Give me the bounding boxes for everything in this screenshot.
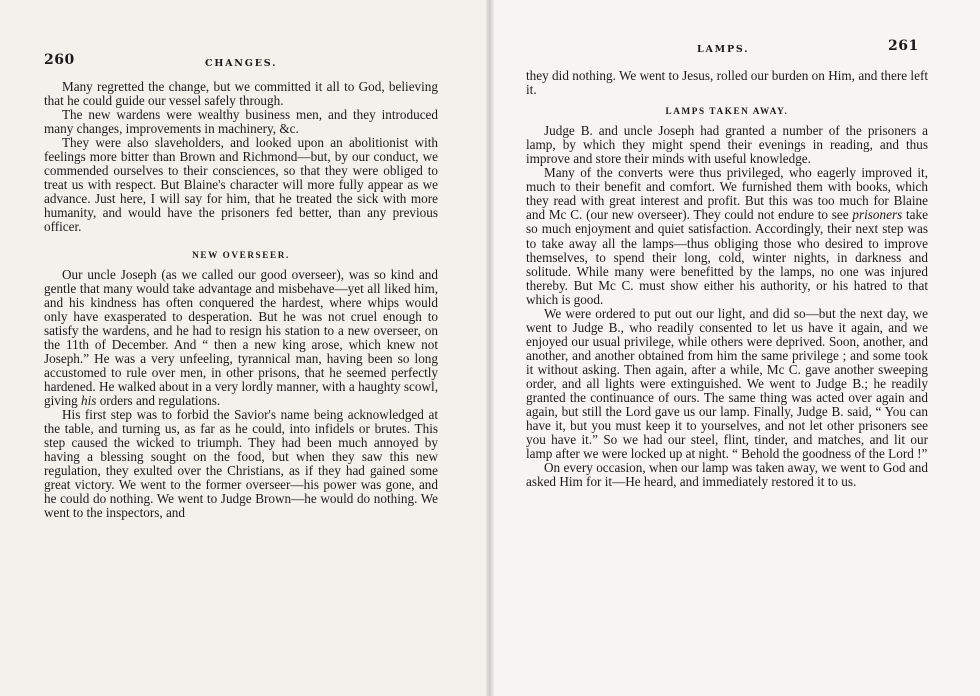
paragraph: They were also slaveholders, and looked upon an abolitionist with feelings more bitter than Brown and Richmond—but, by our conduct, we commended ourselves to their consciences, so that they were obliged to treat us with respect. But Blaine's character will more fully appear as we advance. Just here, I will say for him, that he treated the sick with more humanity, and would have the prisoners fed better, than any previous officer.	[44, 135, 438, 235]
text-column	[526, 69, 928, 489]
page-number: 260	[44, 52, 75, 68]
paragraph: Many of the converts were thus privileged, who eagerly improved it, much to their benefit and comfort. We furnished them with books, which they read with great interest and profit. But this was too much for Blaine and Mc C. (our new overseer). They could not endure to see prisoners take so much enjoyment and quiet satisfaction. Accordingly, their next step was to take away all the lamps—thus obliging those who desired to improve themselves, to spend their long, cold, winter nights, in darkness and solitude. While many were benefitted by the lamps, no one was injured thereby. But Mc C. must show either his authority, or his hatred to that which is good.	[526, 165, 928, 307]
paragraph: On every occasion, when our lamp was taken away, we went to God and asked Him for it—He heard, and immediately restored it to us.	[526, 460, 928, 490]
paragraph: Many regretted the change, but we committed it all to God, believing that he could guide our vessel safely through.	[44, 79, 438, 109]
paragraph: The new wardens were wealthy business men, and they introduced many changes, improvements in machinery, &c.	[44, 107, 438, 137]
paragraph: Our uncle Joseph (as we called our good overseer), was so kind and gentle that many would take advantage and misbehave—yet all liked him, and his kindness has often conquered the hardest, where whips would only have exasperated to desperation. But he was not cruel enough to satisfy the wardens, and he had to resign his station to a new overseer, on the 11th of December. And “ then a new king arose, which knew not Joseph.” He was a very unfeeling, tyrannical man, having been so long accustomed to rule over men, in other prisons, that he seemed perfectly hardened. He walked about in a very lordly manner, with a haughty scowl, giving his orders and regulations.	[44, 266, 438, 408]
paragraph: they did nothing. We went to Jesus, rolled our burden on Him, and there left it.	[526, 68, 928, 98]
emphasis: his	[81, 392, 97, 408]
paragraph: His first step was to forbid the Savior's name being acknowledged at the table, and turning us, as far as he could, into infidels or brutes. This step caused the wicked to triumph. They had been much annoyed by having a blessing sought on the food, but when they saw this new regulation, they exulted over the Christians, as if they had gained some great victory. We went to the former overseer—his power was gone, and he could do nothing. We went to Judge Brown—he would do nothing. We went to the inspectors, and	[44, 407, 438, 521]
page-number: 261	[888, 38, 919, 54]
paragraph: Judge B. and uncle Joseph had granted a number of the prisoners a lamp, by which they might spend their evenings in reading, and thus improve and store their minds with useful knowledge.	[526, 123, 928, 167]
text-column	[44, 80, 438, 520]
paragraph: We were ordered to put out our light, and did so—but the next day, we went to Judge B., who readily consented to let us have it again, and we enjoyed our usual privilege, while others were deprived. Soon, another, and another, and another obtained from him the same privilege ; and some took it without asking. Then again, after a while, Mc C. gave another sweeping order, and all lights were extinguished. We went to Judge B.; he readily granted the continuance of ours. The same thing was acted over again and again, but still the Lord gave us our lamp. Finally, Judge B. said, “ You can have it, but you must keep it to yourselves, and not let other prisoners see you have it.” So we had our steel, flint, tinder, and matches, and lit our lamp after we were locked up at night. “ Behold the goodness of the Lord !”	[526, 305, 928, 462]
section-heading: LAMPS TAKEN AWAY.	[665, 106, 789, 117]
right-page	[490, 0, 980, 696]
emphasis: prisoners	[852, 207, 903, 223]
section-heading: NEW OVERSEER.	[192, 249, 290, 260]
book-gutter	[486, 0, 494, 696]
running-head: CHANGES.	[205, 58, 278, 69]
running-head: LAMPS.	[697, 44, 750, 55]
